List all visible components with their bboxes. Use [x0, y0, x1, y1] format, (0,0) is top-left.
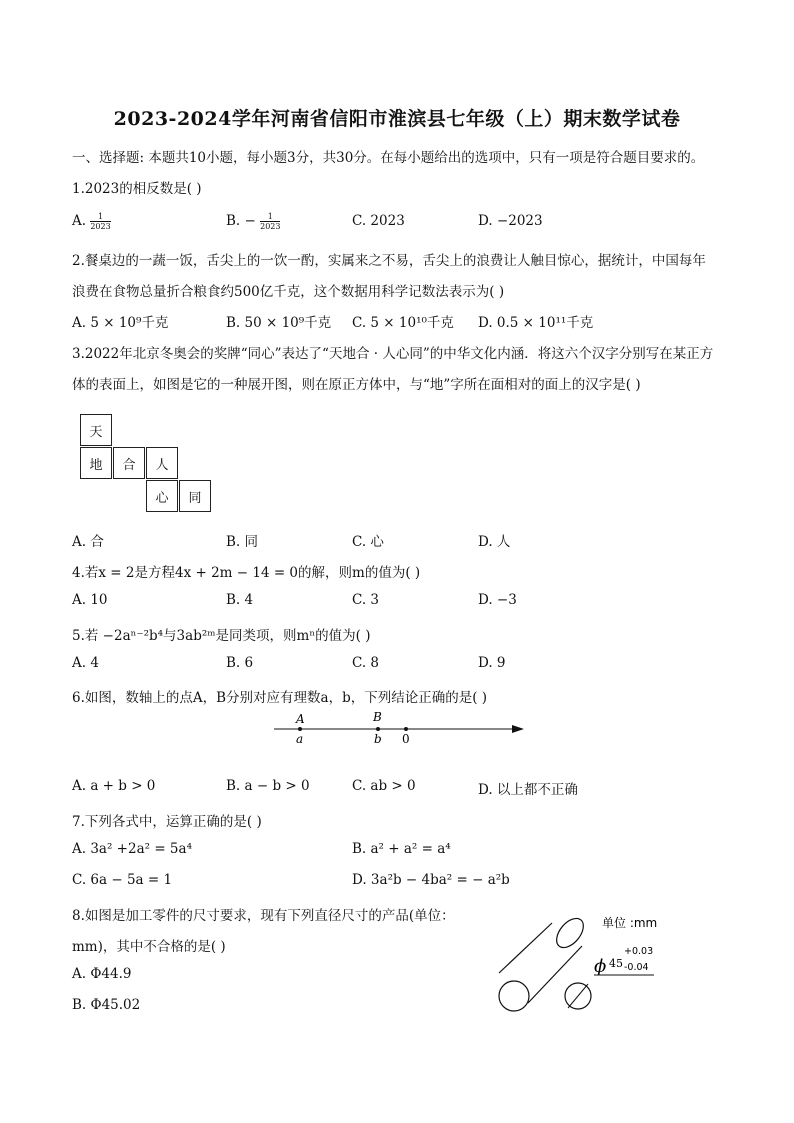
cylinder-part-diagram — [490, 908, 670, 1018]
q6-option-d: D. 以上都不正确 — [478, 782, 578, 798]
net-cell-tian: 天 — [80, 414, 112, 446]
q3-option-c: C. 心 — [352, 534, 384, 550]
question-3-line2: 体的表面上，如图是它的一种展开图，则在原正方体中，与“地”字所在面相对的面上的汉字是( ) — [72, 377, 641, 393]
question-6-stem: 6.如图，数轴上的点A，B分别对应有理数a，b，下列结论正确的是( ) — [72, 690, 488, 706]
q5-option-a: A. 4 — [72, 655, 99, 671]
q7-option-a: A. 3a² +2a² = 5a⁴ — [72, 841, 192, 857]
q1-option-a — [72, 212, 111, 231]
q4-option-b: B. 4 — [226, 592, 254, 608]
q1-a-fraction — [90, 212, 110, 231]
label-zero: 0 — [402, 732, 410, 746]
cylinder-near-end — [499, 981, 529, 1011]
question-7-stem: 7.下列各式中，运算正确的是( ) — [72, 814, 262, 830]
q5-option-b: B. 6 — [226, 655, 254, 671]
q1-a-den: 2023 — [90, 222, 111, 231]
q1-b-prefix: B. − — [226, 213, 256, 229]
question-3-line1: 3.2022年北京冬奥会的奖牌“同心”表达了“天地合 · 人心同”的中华文化内涵．将这六个汉字分别写在某正方 — [72, 346, 714, 362]
origin-dot — [404, 727, 408, 731]
number-line-diagram — [268, 708, 530, 750]
question-8-line2: mm)，其中不合格的是( ) — [72, 939, 226, 955]
label-value-a: a — [296, 732, 304, 746]
section-heading: 一、选择题: 本题共10小题，每小题3分，共30分。在每小题给出的选项中，只有一项是符合题目要求的。 — [72, 150, 705, 166]
q3-option-d: D. 人 — [478, 534, 511, 550]
question-5-stem: 5.若 −2aⁿ⁻²b⁴与3ab²ᵐ是同类项，则mⁿ的值为( ) — [72, 628, 371, 644]
q3-option-b: B. 同 — [226, 534, 259, 550]
q4-option-d: D. −3 — [478, 592, 517, 608]
q7-option-d: D. 3a²b − 4ba² = − a²b — [352, 872, 510, 888]
label-point-a: A — [296, 712, 305, 726]
question-2-line1: 2.餐桌边的一蔬一饭，舌尖上的一饮一酌，实属来之不易，舌尖上的浪费让人触目惊心，据统计，中国每年 — [72, 253, 706, 269]
cross-section-diameter-line — [568, 984, 588, 1008]
number-line-arrow — [512, 725, 524, 733]
q7-option-b: B. a² + a² = a⁴ — [352, 841, 451, 857]
q3-option-a: A. 合 — [72, 534, 104, 550]
question-4-stem: 4.若x = 2是方程4x + 2m − 14 = 0的解，则m的值为( ) — [72, 565, 421, 581]
q5-option-c: C. 8 — [352, 655, 380, 671]
label-point-b: B — [373, 710, 382, 724]
q2-option-c: C. 5 × 10¹⁰千克 — [352, 315, 454, 331]
q1-option-b — [226, 212, 280, 231]
q1-option-d: D. −2023 — [478, 213, 543, 229]
unit-label: 单位 :mm — [602, 916, 658, 930]
question-2-line2: 浪费在食物总量折合粮食约500亿千克，这个数据用科学记数法表示为( ) — [72, 284, 505, 300]
q5-option-d: D. 9 — [478, 655, 506, 671]
net-cell-tong: 同 — [179, 480, 211, 512]
q1-b-fraction — [260, 212, 280, 231]
point-b-dot — [376, 727, 380, 731]
question-1-stem: 1.2023的相反数是( ) — [72, 181, 202, 197]
q2-option-d: D. 0.5 × 10¹¹千克 — [478, 315, 594, 331]
q6-option-c: C. ab > 0 — [352, 778, 416, 794]
q1-b-den: 2023 — [260, 222, 281, 231]
q6-option-a: A. a + b > 0 — [72, 778, 156, 794]
net-cell-di: 地 — [80, 447, 112, 479]
question-8-line1: 8.如图是加工零件的尺寸要求，现有下列直径尺寸的产品(单位： — [72, 908, 455, 924]
q2-option-a: A. 5 × 10⁹千克 — [72, 315, 169, 331]
net-cell-ren: 人 — [146, 447, 178, 479]
q1-a-prefix: A. — [72, 213, 87, 229]
q4-option-c: C. 3 — [352, 592, 380, 608]
nominal-diameter: 45 — [609, 957, 623, 970]
cylinder-top-edge — [499, 923, 552, 973]
q8-option-b: B. Φ45.02 — [72, 997, 141, 1013]
q2-option-b: B. 50 × 10⁹千克 — [226, 315, 332, 331]
q1-b-num: 1 — [260, 212, 280, 222]
cylinder-bottom-edge — [528, 946, 582, 1003]
diameter-symbol: ϕ — [594, 956, 607, 977]
point-a-dot — [298, 727, 302, 731]
q6-option-b: B. a − b > 0 — [226, 778, 310, 794]
q4-option-a: A. 10 — [72, 592, 108, 608]
label-value-b: b — [374, 732, 382, 746]
lower-tolerance: -0.04 — [624, 962, 649, 973]
net-cell-xin: 心 — [146, 480, 178, 512]
upper-tolerance: +0.03 — [624, 946, 654, 957]
q8-option-a: A. Φ44.9 — [72, 966, 132, 982]
net-cell-he: 合 — [113, 447, 145, 479]
page-title: 2023-2024学年河南省信阳市淮滨县七年级（上）期末数学试卷 — [113, 108, 681, 130]
cylinder-far-end — [551, 914, 588, 953]
q1-a-num: 1 — [90, 212, 110, 222]
q1-option-c: C. 2023 — [352, 213, 405, 229]
q7-option-c: C. 6a − 5a = 1 — [72, 872, 173, 888]
